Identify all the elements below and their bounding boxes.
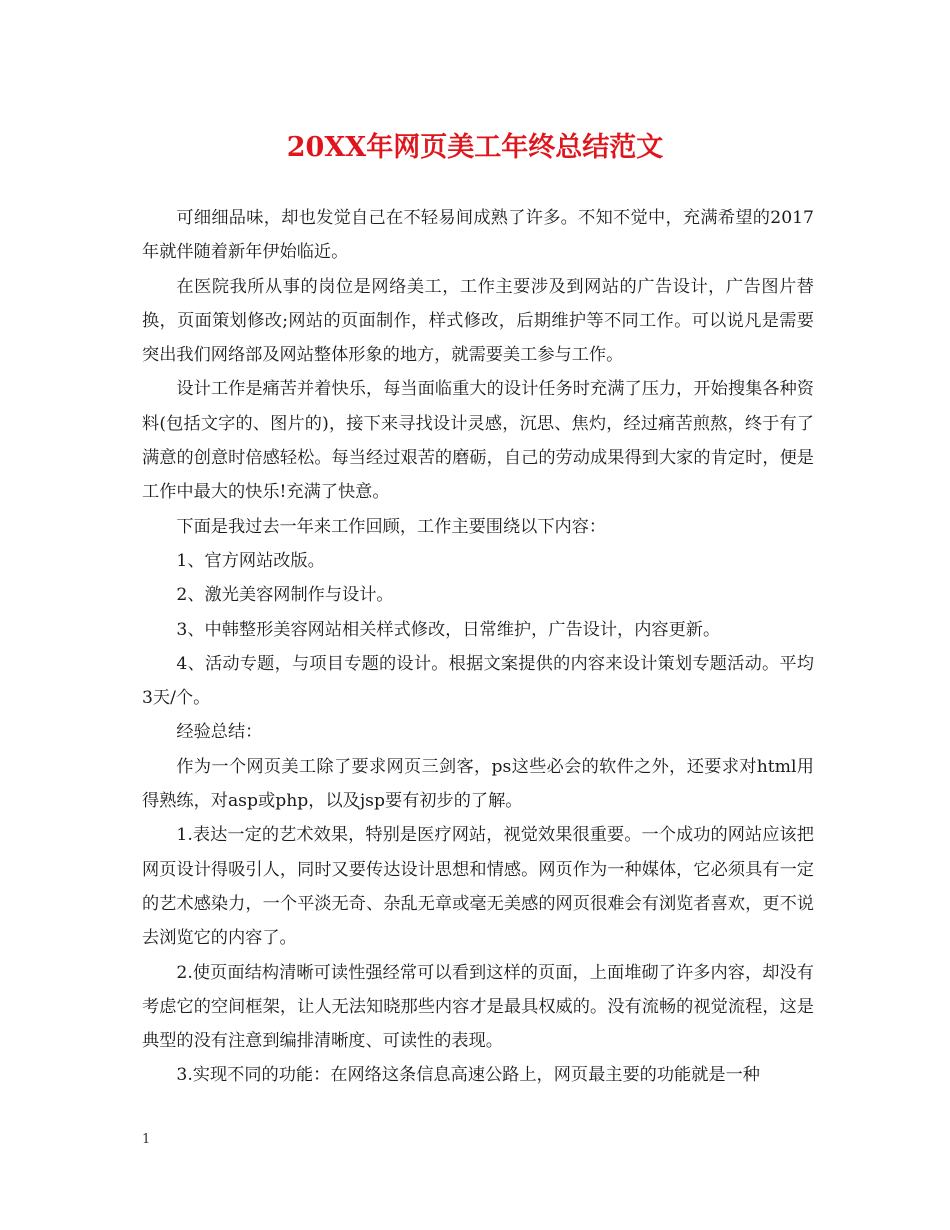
list-item: 3、中韩整形美容网站相关样式修改，日常维护，广告设计，内容更新。 <box>176 619 721 640</box>
document-title: 20XX年网页美工年终总结范文 <box>286 132 664 163</box>
list-item: 4、活动专题，与项目专题的设计。根据文案提供的内容来设计策划专题活动。平均 3天/个。 <box>142 653 814 709</box>
page-number: 1 <box>142 1132 151 1147</box>
paragraph: 在医院我所从事的岗位是网络美工，工作主要涉及到网站的广告设计，广告图片替换，页面策划修改;网站的页面制作，样式修改，后期维护等不同工作。可以说凡是需要突出我们网络部及网站整体形象的地方，就需要美工参与工作。 <box>142 276 814 366</box>
document-body <box>142 201 814 1093</box>
paragraph: 可细细品味，却也发觉自己在不轻易间成熟了许多。不知不觉中，充满希望的2017年就伴随着新年伊始临近。 <box>142 208 814 263</box>
paragraph: 作为一个网页美工除了要求网页三剑客，ps这些必会的软件之外，还要求对html用得熟练，对asp或php，以及jsp要有初步的了解。 <box>142 756 814 812</box>
paragraph: 下面是我过去一年来工作回顾，工作主要围绕以下内容： <box>176 516 607 537</box>
paragraph: 3.实现不同的功能：在网络这条信息高速公路上，网页最主要的功能就是一种 <box>176 1065 760 1086</box>
paragraph: 设计工作是痛苦并着快乐，每当面临重大的设计任务时充满了压力，开始搜集各种资料(包括文字的、图片的)，接下来寻找设计灵感，沉思、焦灼，经过痛苦煎熬，终于有了满意的创意时倍感轻松。每当经过艰苦的磨砺，自己的劳动成果得到大家的肯定时，便是工作中最大的快乐!充满了快意。 <box>142 379 814 503</box>
list-item: 1、官方网站改版。 <box>176 550 325 571</box>
section-heading: 经验总结： <box>176 722 263 743</box>
paragraph: 1.表达一定的艺术效果，特别是医疗网站，视觉效果很重要。一个成功的网站应该把网页设计得吸引人，同时又要传达设计思想和情感。网页作为一种媒体，它必须具有一定的艺术感染力，一个平淡无奇、杂乱无章或毫无美感的网页很难会有浏览者喜欢，更不说去浏览它的内容了。 <box>142 825 814 949</box>
paragraph: 2.使页面结构清晰可读性强经常可以看到这样的页面，上面堆砌了许多内容，却没有考虑它的空间框架，让人无法知晓那些内容才是最具权威的。没有流畅的视觉流程，这是典型的没有注意到编排清晰度、可读性的表现。 <box>142 962 814 1052</box>
list-item: 2、激光美容网制作与设计。 <box>176 585 394 606</box>
